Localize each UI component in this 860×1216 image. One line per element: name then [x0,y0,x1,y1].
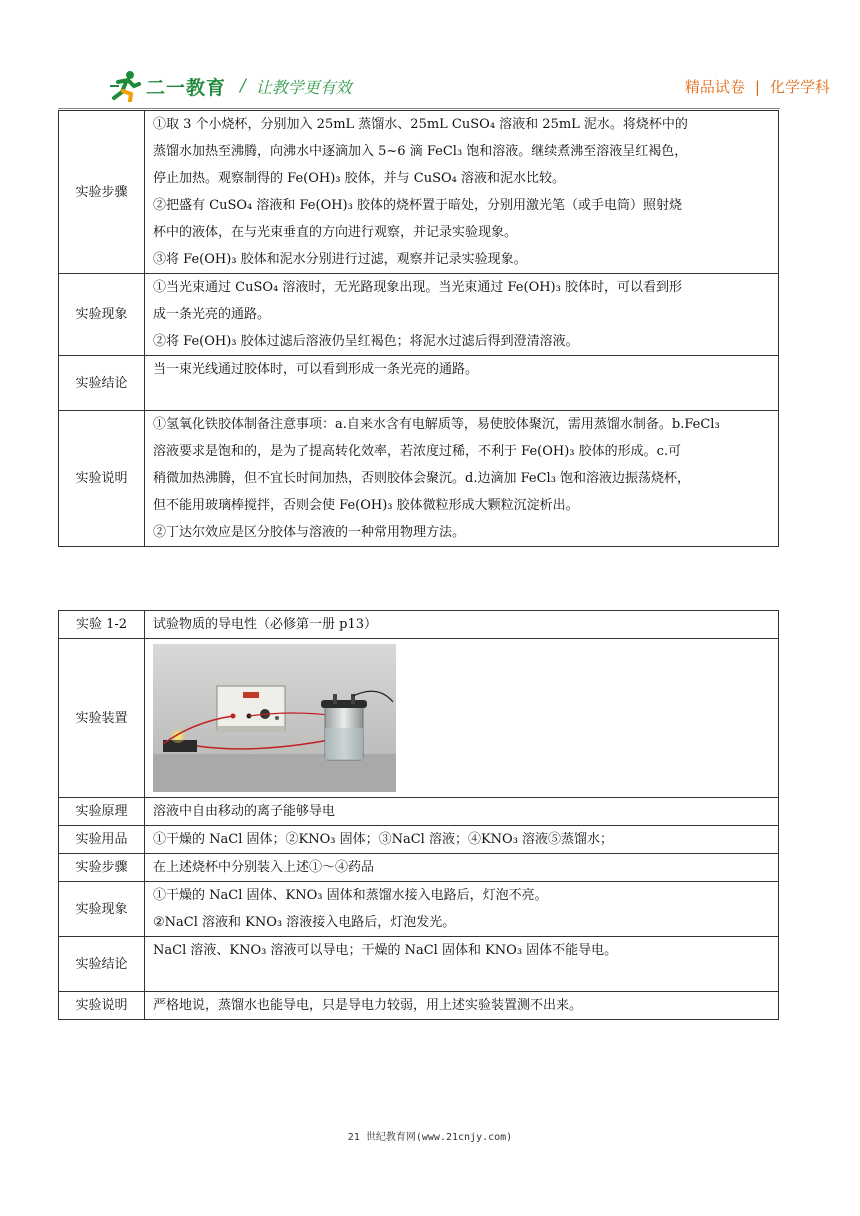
row-content [145,826,779,854]
row-content [145,411,779,547]
text-line: 严格地说，蒸馏水也能导电，只是导电力较弱，用上述实验装置测不出来。 [153,998,583,1013]
text-line: ②把盛有 CuSO₄ 溶液和 Fe(OH)₃ 胶体的烧杯置于暗处，分别用激光笔（或手电筒）照射烧 [153,198,682,213]
text-line: 溶液要求是饱和的，是为了提高转化效率，若浓度过稀，不利于 Fe(OH)₃ 胶体的形成。c.可 [153,444,682,459]
page-header [0,0,860,108]
text-line: 但不能用玻璃棒搅拌，否则会使 Fe(OH)₃ 胶体微粒形成大颗粒沉淀析出。 [153,498,579,513]
text-line: ③将 Fe(OH)₃ 胶体和泥水分别进行过滤，观察并记录实验现象。 [153,252,527,267]
table-row [59,882,779,937]
runner-logo-icon [108,70,142,102]
header-tag [685,76,830,97]
table-row [59,826,779,854]
row-label: 实验用品 [59,826,145,854]
text-line: ②NaCl 溶液和 KNO₃ 溶液接入电路后，灯泡发光。 [153,915,456,930]
text-line: 在上述烧杯中分别装入上述①～④药品 [153,860,375,875]
table-row [59,937,779,992]
row-label: 实验说明 [59,411,145,547]
row-content [145,356,779,411]
table-row [59,611,779,639]
row-content [145,798,779,826]
row-label: 实验说明 [59,992,145,1020]
text-line: 杯中的液体，在与光束垂直的方向进行观察，并记录实验现象。 [153,225,518,240]
text-line: ①氢氧化铁胶体制备注意事项：a.自来水含有电解质等，易使胶体聚沉，需用蒸馏水制备。b.FeCl₃ [153,417,720,432]
slogan: 让教学更有效 [255,77,352,97]
text-line: ①干燥的 NaCl 固体、KNO₃ 固体和蒸馏水接入电路后，灯泡不亮。 [153,888,548,903]
row-label: 实验步骤 [59,854,145,882]
table-row [59,274,779,356]
text-line: 蒸馏水加热至沸腾，向沸水中逐滴加入 5~6 滴 FeCl₃ 饱和溶液。继续煮沸至溶液呈红褐色， [153,144,688,159]
conductivity-apparatus-image [153,644,396,792]
header-divider [58,108,780,109]
table-row [59,639,779,798]
table-row [59,798,779,826]
text-line: ①干燥的 NaCl 固体；②KNO₃ 固体；③NaCl 溶液；④KNO₃ 溶液⑤蒸馏水； [153,832,614,847]
slogan-divider: / [240,76,246,96]
row-label: 实验步骤 [59,111,145,274]
brand-logo [108,66,352,106]
table-row [59,111,779,274]
apparatus-cell [145,639,779,798]
tag-premium: 精品试卷 [684,78,745,96]
row-content [145,854,779,882]
experiment-table-1 [58,110,779,547]
experiment-title: 试验物质的导电性（必修第一册 p13） [145,611,779,639]
row-label: 实验现象 [59,274,145,356]
table-row [59,411,779,547]
row-content [145,274,779,356]
text-line: ②将 Fe(OH)₃ 胶体过滤后溶液仍呈红褐色；将泥水过滤后得到澄清溶液。 [153,334,579,349]
tag-separator: | [754,77,760,96]
row-label: 实验现象 [59,882,145,937]
text-line: ②丁达尔效应是区分胶体与溶液的一种常用物理方法。 [153,525,466,540]
row-label: 实验装置 [59,639,145,798]
tag-subject: 化学学科 [769,78,830,96]
text-line: 稍微加热沸腾，但不宜长时间加热，否则胶体会聚沉。d.边滴加 FeCl₃ 饱和溶液边振荡烧杯， [153,471,691,486]
logo-name: 二一教育 [146,76,227,99]
experiment-number: 实验 1-2 [59,611,145,639]
page-footer: 21 世纪教育网(www.21cnjy.com) [347,1132,513,1143]
text-line: 停止加热。观察制得的 Fe(OH)₃ 胶体，并与 CuSO₄ 溶液和泥水比较。 [153,171,565,186]
row-content [145,111,779,274]
text-line: ①取 3 个小烧杯，分别加入 25mL 蒸馏水、25mL CuSO₄ 溶液和 25mL 泥水。将烧杯中的 [153,117,688,132]
row-label: 实验结论 [59,356,145,411]
row-content [145,882,779,937]
text-line: NaCl 溶液、KNO₃ 溶液可以导电；干燥的 NaCl 固体和 KNO₃ 固体不能导电。 [153,943,618,958]
row-content [145,937,779,992]
row-label: 实验结论 [59,937,145,992]
row-content [145,992,779,1020]
table-row [59,356,779,411]
text-line: 当一束光线通过胶体时，可以看到形成一条光亮的通路。 [153,362,479,377]
table-row [59,992,779,1020]
table-row [59,854,779,882]
text-line: ①当光束通过 CuSO₄ 溶液时，无光路现象出现。当光束通过 Fe(OH)₃ 胶体时，可以看到形 [153,280,682,295]
row-label: 实验原理 [59,798,145,826]
experiment-table-2 [58,610,779,1020]
text-line: 溶液中自由移动的离子能够导电 [153,804,336,819]
text-line: 成一条光亮的通路。 [153,307,271,322]
